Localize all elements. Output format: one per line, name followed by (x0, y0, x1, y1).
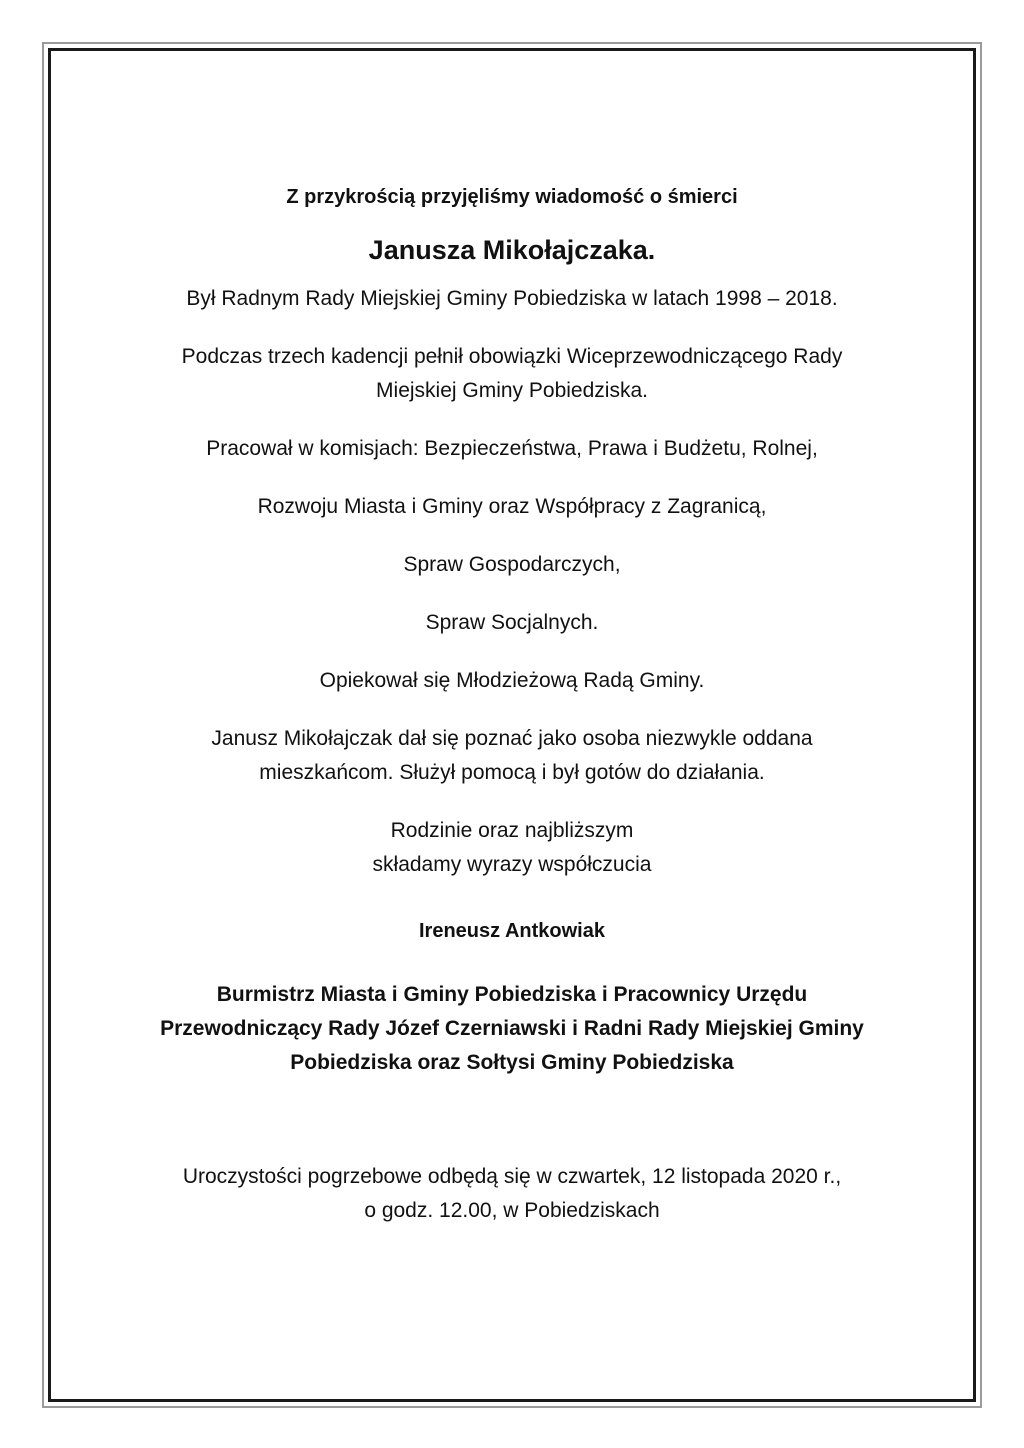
funeral-line-1: Uroczystości pogrzebowe odbędą się w czwartek, 12 listopada 2020 r., (182, 1165, 842, 1188)
condolence-paragraph (90, 814, 934, 882)
signer-name: Ireneusz Antkowiak (419, 920, 605, 942)
obituary-notice (90, 180, 934, 1228)
service-years-line: Był Radnym Rady Miejskiej Gminy Pobiedziska w latach 1998 – 2018. (186, 287, 838, 310)
funeral-info (90, 1160, 934, 1228)
funeral-line-2: o godz. 12.00, w Pobiedziskach (364, 1199, 660, 1222)
deceased-name: Janusza Mikołajczaka. (368, 235, 656, 265)
orgs-line-3: Pobiedziska oraz Sołtysi Gminy Pobiedziska (290, 1051, 734, 1074)
deputy-paragraph (90, 340, 934, 408)
committees-line-2: Rozwoju Miasta i Gminy oraz Współpracy z Zagranicą, (257, 495, 767, 518)
youth-council-line: Opiekował się Młodzieżową Radą Gminy. (319, 669, 705, 692)
condolence-line-2: składamy wyrazy współczucia (372, 853, 652, 876)
tribute-line-2: mieszkańcom. Służył pomocą i był gotów do działania. (259, 761, 765, 784)
deputy-line-2: Miejskiej Gminy Pobiedziska. (376, 379, 648, 402)
intro-line: Z przykrością przyjęliśmy wiadomość o śmierci (286, 186, 738, 208)
signing-organizations (90, 978, 934, 1080)
orgs-line-2: Przewodniczący Rady Józef Czerniawski i Radni Rady Miejskiej Gminy (160, 1017, 864, 1040)
orgs-line-1: Burmistrz Miasta i Gminy Pobiedziska i Pracownicy Urzędu (216, 983, 808, 1006)
tribute-line-1: Janusz Mikołajczak dał się poznać jako osoba niezwykle oddana (211, 727, 813, 750)
tribute-paragraph (90, 722, 934, 790)
committees-line-4: Spraw Socjalnych. (425, 611, 599, 634)
deputy-line-1: Podczas trzech kadencji pełnił obowiązki Wiceprzewodniczącego Rady (181, 345, 843, 368)
condolence-line-1: Rodzinie oraz najbliższym (390, 819, 634, 842)
committees-line-1: Pracował w komisjach: Bezpieczeństwa, Prawa i Budżetu, Rolnej, (206, 437, 818, 460)
committees-line-3: Spraw Gospodarczych, (403, 553, 621, 576)
